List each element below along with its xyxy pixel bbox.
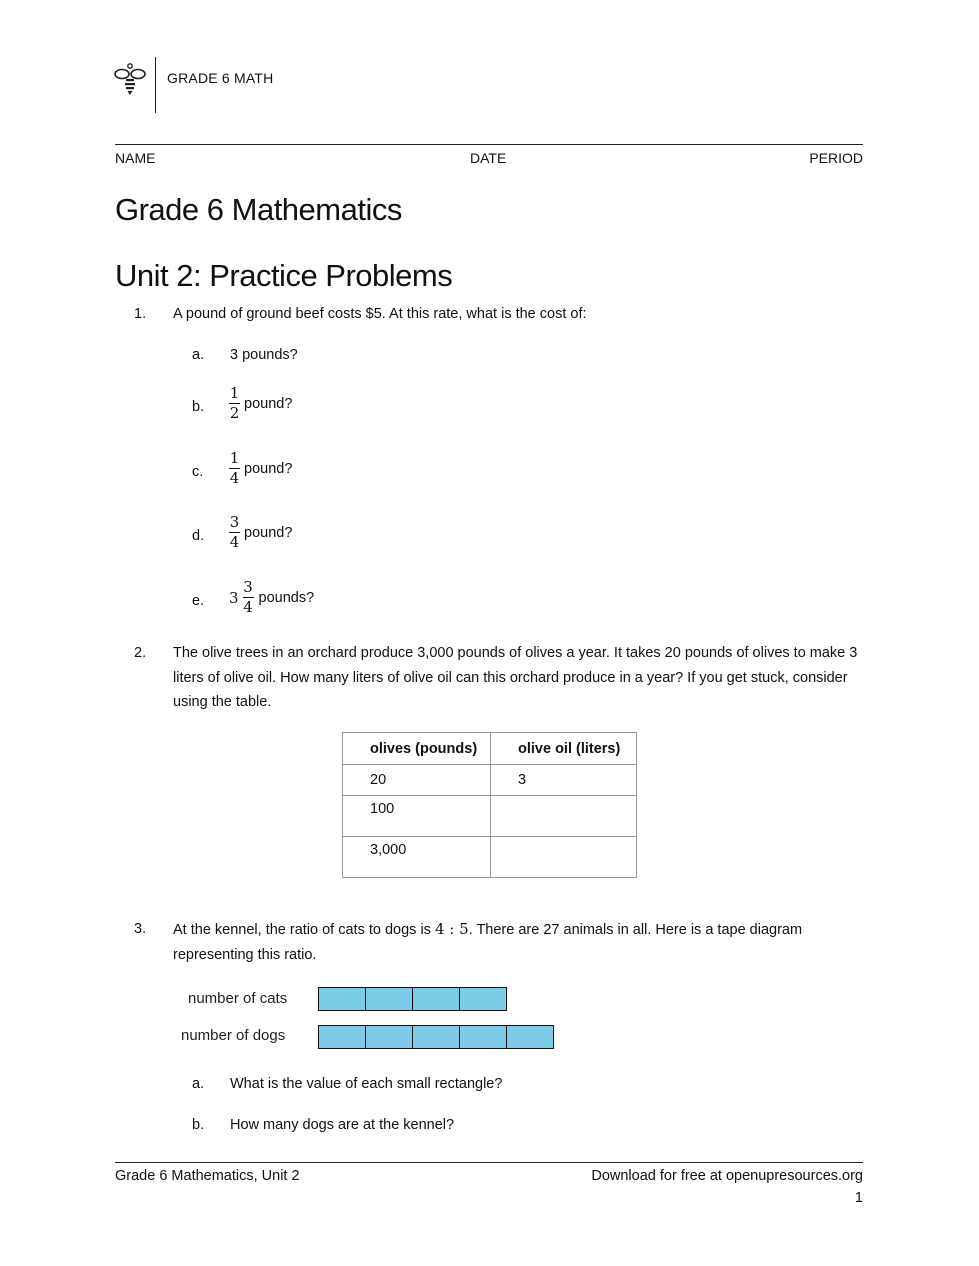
fraction: $\frac{1}{2}$ [229, 384, 240, 422]
tape-unit [366, 988, 413, 1010]
problem-1-number: 1. [134, 306, 147, 322]
fraction: $\frac{3}{4}$ [229, 513, 240, 551]
cats-label: number of cats [188, 990, 288, 1007]
table-cell: 100 [343, 796, 491, 837]
table-cell: 3,000 [343, 837, 491, 878]
problem-1c-letter: c. [192, 464, 204, 480]
ratio-value: 4 : 5 [434, 920, 469, 938]
table-header-row [343, 733, 637, 765]
table-cell: 3 [491, 765, 637, 796]
tape-unit [319, 1026, 366, 1048]
dogs-tape [318, 1025, 554, 1049]
cats-tape [318, 987, 507, 1011]
period-label: PERIOD [809, 150, 863, 166]
table-row [343, 796, 637, 837]
page-subtitle: Unit 2: Practice Problems [115, 258, 453, 293]
table-row [343, 837, 637, 878]
problem-3-number: 3. [134, 921, 147, 937]
problem-1a-letter: a. [192, 347, 205, 363]
problem-3-text: At the kennel, the ratio of cats to dogs is 4 : 5. There are 27 animals in all. Here is a tape diagram representing this ratio. [173, 920, 803, 963]
page-number: 1 [854, 1190, 863, 1206]
tape-unit [460, 988, 506, 1010]
problem-1d-letter: d. [192, 528, 205, 544]
fraction: $\frac{3}{4}$ [243, 578, 253, 616]
name-label: NAME [115, 150, 156, 166]
problem-1e-letter: e. [192, 593, 205, 609]
table-header: olive oil (liters) [491, 733, 637, 765]
dogs-label: number of dogs [181, 1027, 286, 1044]
grade-label: GRADE 6 MATH [167, 70, 274, 86]
problem-2-text: The olive trees in an orchard produce 3,000 pounds of olives a year. It takes 20 pounds of olives to make 3 liters of olive oil. How many liters of olive oil can this orchard produce in a year? If you get stuck, consider using the table. [173, 645, 858, 710]
problem-1d-text: $\frac{3}{4}$ pound? [229, 513, 293, 551]
name-line [115, 144, 863, 145]
problem-3b-letter: b. [192, 1117, 205, 1133]
problem-1-text: A pound of ground beef costs $5. At this rate, what is the cost of: [173, 306, 587, 322]
table-cell[interactable] [491, 837, 637, 878]
olive-table [342, 732, 637, 878]
tape-unit [319, 988, 366, 1010]
footer-left: Grade 6 Mathematics, Unit 2 [115, 1168, 300, 1184]
problem-1a-text: 3 pounds? [230, 347, 298, 363]
problem-3a-letter: a. [192, 1076, 205, 1092]
table-cell[interactable] [491, 796, 637, 837]
problem-1e-text: 3 $\frac{3}{4}$ pounds? [229, 578, 315, 616]
footer-divider [115, 1162, 863, 1163]
tape-unit [366, 1026, 413, 1048]
footer-link[interactable]: Download for free at openupresources.org [591, 1168, 863, 1184]
problem-1c-text: $\frac{1}{4}$ pound? [229, 449, 293, 487]
date-label: DATE [470, 150, 507, 166]
fraction: $\frac{1}{4}$ [229, 449, 240, 487]
problem-3b-text: How many dogs are at the kennel? [230, 1117, 455, 1133]
table-row [343, 765, 637, 796]
problem-3a-text: What is the value of each small rectangle? [230, 1076, 503, 1092]
tape-unit [413, 988, 460, 1010]
table-header: olives (pounds) [343, 733, 491, 765]
tape-unit [413, 1026, 460, 1048]
tape-unit [460, 1026, 507, 1048]
page-title: Grade 6 Mathematics [115, 192, 402, 227]
problem-2-number: 2. [134, 645, 147, 661]
bee-logo-icon [113, 62, 147, 96]
problem-1b-letter: b. [192, 399, 205, 415]
tape-unit [507, 1026, 553, 1048]
header-divider [155, 57, 156, 113]
problem-1b-text: $\frac{1}{2}$ pound? [229, 384, 293, 422]
table-cell: 20 [343, 765, 491, 796]
